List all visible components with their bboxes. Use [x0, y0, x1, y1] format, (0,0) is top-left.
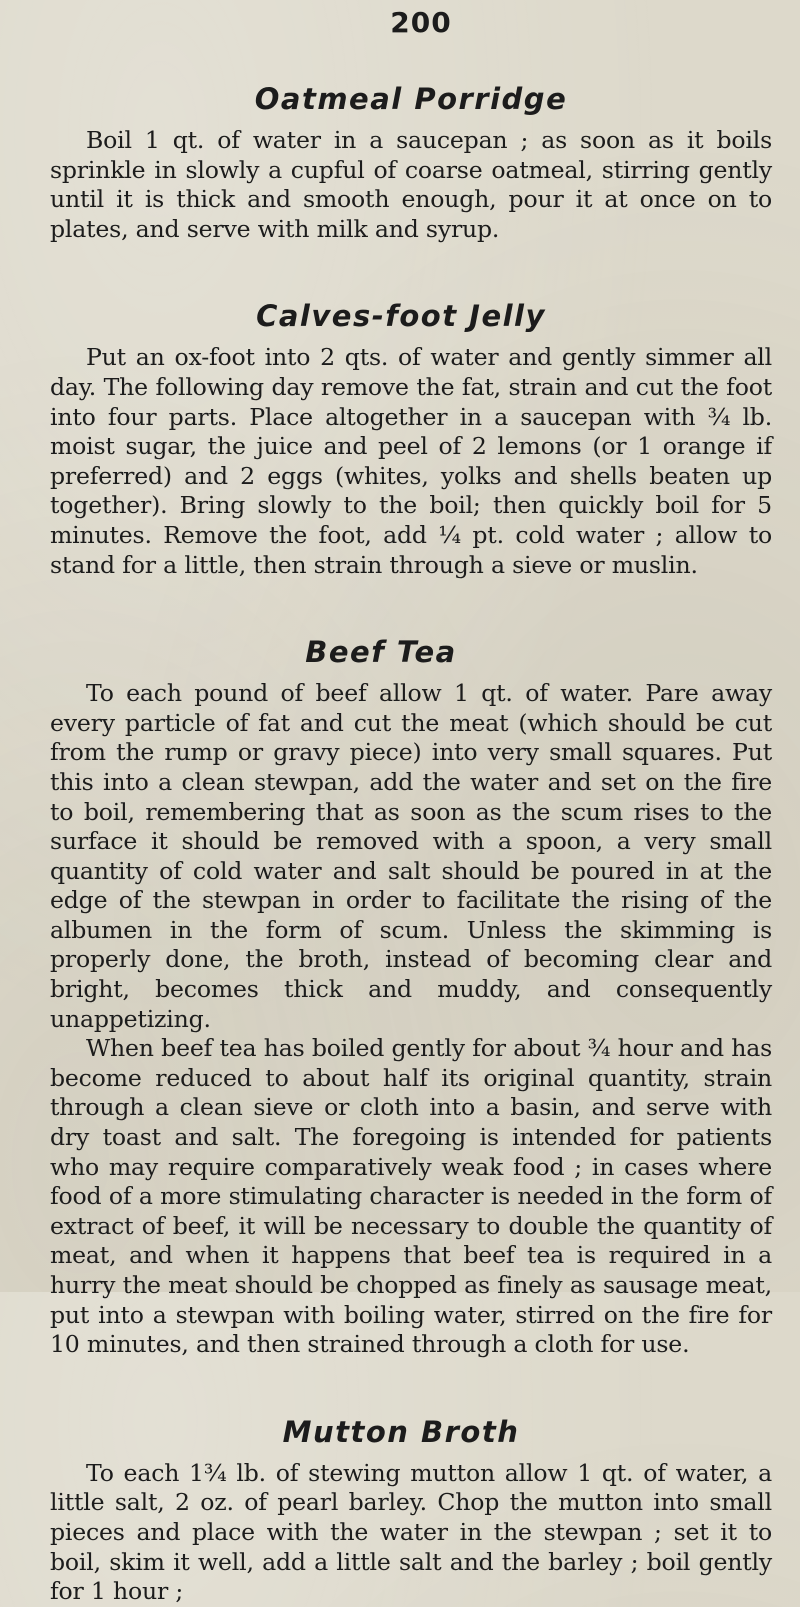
recipe-paragraph: Put an ox-foot into 2 qts. of water and gently simmer all day. The following day remove the fat, strain and cut the foot into four parts. Place altogether in a saucepan with ¾ lb. moist sugar, the juice and peel of 2 lemons (or 1 orange if preferred) and 2 eggs (whites, yolks and shells beaten up together). Bring slowly to the boil; then quickly boil for 5 minutes. Remove the foot, add ¼ pt. cold water ; allow to stand for a little, then strain through a sieve or muslin.	[50, 343, 772, 579]
recipe-paragraph: To each 1¾ lb. of stewing mutton allow 1 qt. of water, a little salt, 2 oz. of pearl barley. Chop the mutton into small pieces and place with the water in the stewpan ; set it to boil, skim it well, add a little salt and the barley ; boil gently for 1 hour ;	[50, 1458, 772, 1606]
recipe-title-calves-foot-jelly: Calves-foot Jelly	[256, 299, 546, 334]
recipe-paragraph: When beef tea has boiled gently for about ¾ hour and has become reduced to about half its original quantity, strain through a clean sieve or cloth into a basin, and serve with dry toast and salt. The foregoing is intended for patients who may require comparatively weak food ; in cases where food of a more stimulating character is needed in the form of extract of beef, it will be necessary to double the quantity of meat, and when it happens that beef tea is required in a hurry the meat should be chopped as finely as sausage meat, put into a stewpan with boiling water, stirred on the fire for 10 minutes, and then strained through a cloth for use.	[50, 1034, 772, 1359]
recipe-title-oatmeal-porridge: Oatmeal Porridge	[254, 82, 568, 116]
recipe-paragraph: To each pound of beef allow 1 qt. of water. Pare away every particle of fat and cut the meat (which should be cut from the rump or gravy piece) into very small squares. Put this into a clean stewpan, add the water and set on the fire to boil, remembering that as soon as the scum rises to the surface it should be removed with a spoon, a very small quantity of cold water and salt should be poured in at the edge of the stewpan in order to facilitate the rising of the albumen in the form of scum. Unless the skimming is properly done, the broth, instead of becoming clear and bright, becomes thick and muddy, and consequently unappetizing.	[50, 679, 772, 1033]
recipe-title-beef-tea: Beef Tea	[305, 635, 457, 670]
book-page	[50, 0, 772, 1607]
recipe-paragraph: Boil 1 qt. of water in a saucepan ; as soon as it boils sprinkle in slowly a cupful of coarse oatmeal, stirring gently until it is thick and smooth enough, pour it at once on to plates, and serve with milk and syrup.	[50, 126, 772, 243]
page-number: 200	[390, 6, 452, 39]
recipe-title-mutton-broth: Mutton Broth	[282, 1414, 520, 1449]
